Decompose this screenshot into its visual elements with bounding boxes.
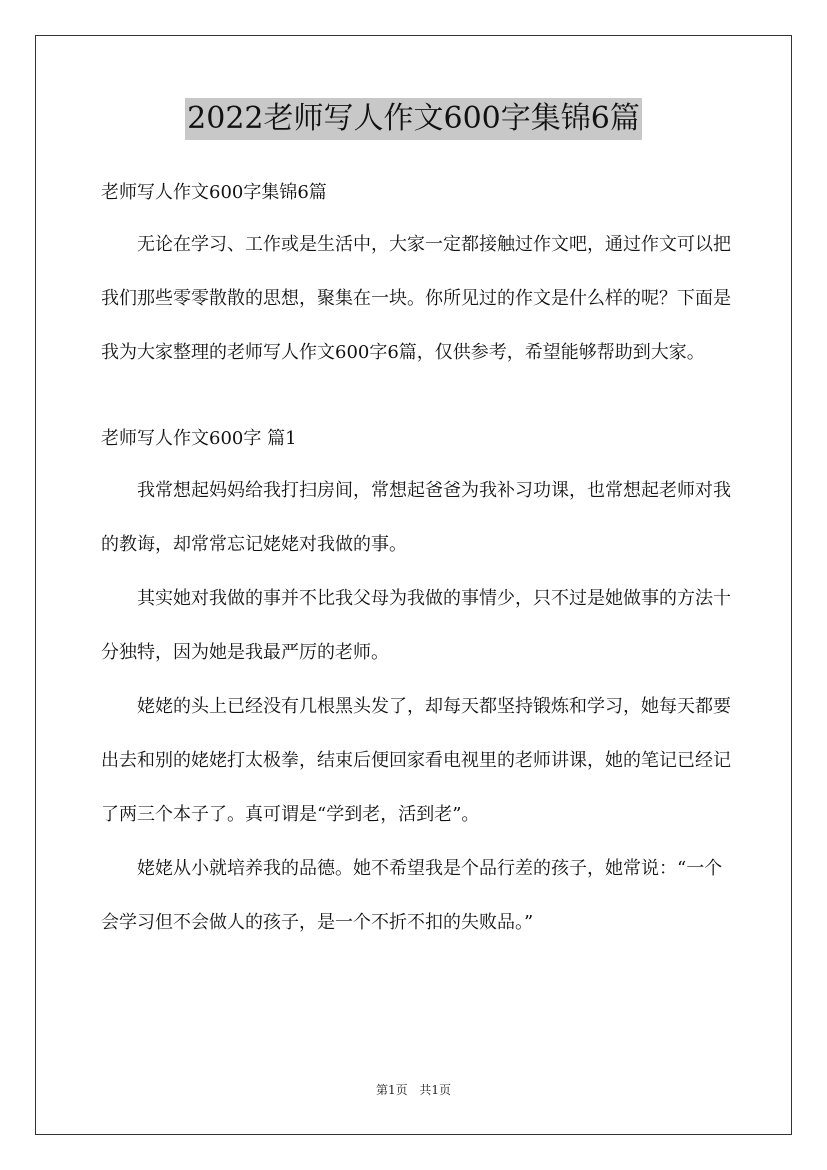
document-subtitle: 老师写人作文600字集锦6篇 (101, 182, 327, 203)
document-body (101, 168, 731, 950)
body-paragraph-3: 姥姥的头上已经没有几根黑头发了，却每天都坚持锻炼和学习，她每天都要出去和别的姥姥打太极拳，结束后便回家看电视里的老师讲课，她的笔记已经记了两三个本子了。真可谓是“学到老，活到老”。 (101, 696, 731, 825)
body-paragraph-4: 姥姥从小就培养我的品德。她不希望我是个品行差的孩子，她常说：“一个会学习但不会做人的孩子，是一个不折不扣的失败品。” (101, 858, 723, 933)
document-title: 2022老师写人作文600字集锦6篇 (185, 98, 642, 140)
page-number: 第1页 (375, 1083, 408, 1097)
title-container (0, 98, 827, 140)
page-footer (0, 1082, 827, 1098)
section-heading: 老师写人作文600字 篇1 (101, 428, 297, 449)
intro-paragraph: 无论在学习、工作或是生活中，大家一定都接触过作文吧，通过作文可以把我们那些零零散散的思想，聚集在一块。你所见过的作文是什么样的呢？下面是我为大家整理的老师写人作文600字6篇，仅供参考，希望能够帮助到大家。 (101, 234, 731, 363)
body-paragraph-2: 其实她对我做的事并不比我父母为我做的事情少，只不过是她做事的方法十分独特，因为她是我最严厉的老师。 (101, 588, 731, 663)
body-paragraph-1: 我常想起妈妈给我打扫房间，常想起爸爸为我补习功课，也常想起老师对我的教诲，却常常忘记姥姥对我做的事。 (101, 480, 731, 555)
page-total: 共1页 (419, 1083, 452, 1097)
